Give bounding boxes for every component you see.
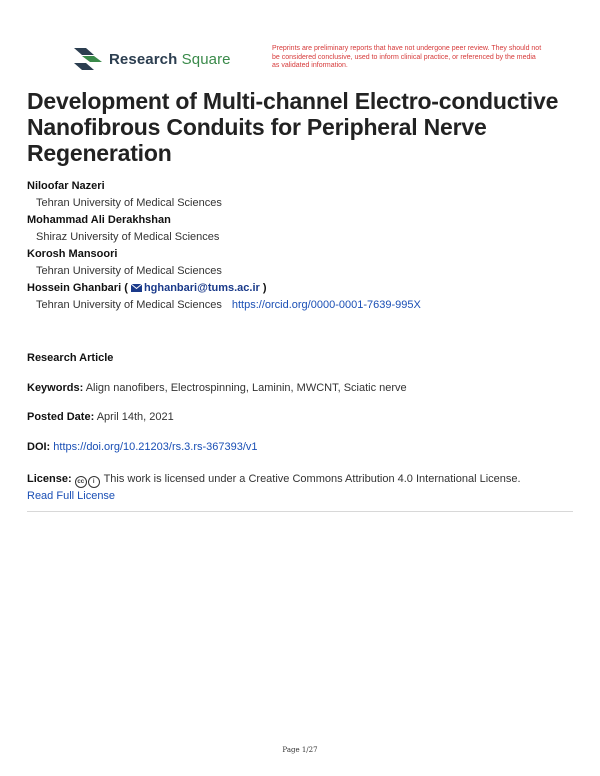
- brand-name-part2: Square: [181, 50, 231, 68]
- author-list: [27, 178, 577, 314]
- author-name: Korosh Mansoori: [27, 248, 118, 260]
- paper-title: Development of Multi-channel Electro-conductive Nanofibrous Conduits for Peripheral Nerve Regeneration: [27, 88, 559, 166]
- author-email-link[interactable]: [131, 282, 260, 294]
- paren-close: ): [262, 282, 267, 294]
- research-square-logo[interactable]: [74, 48, 231, 70]
- posted-date-value: April 14th, 2021: [96, 411, 174, 423]
- author-name: Hossein Ghanbari: [27, 282, 122, 294]
- posted-date-line: [27, 411, 577, 423]
- author-name: Niloofar Nazeri: [27, 180, 105, 192]
- author-name: Mohammad Ali Derakhshan: [27, 214, 171, 226]
- read-full-license-link[interactable]: Read Full License: [27, 490, 116, 502]
- doi-line: [27, 441, 577, 453]
- author-affiliation: Tehran University of Medical Sciences: [36, 197, 222, 209]
- author-entry: [27, 280, 577, 312]
- mail-icon: [131, 284, 142, 292]
- research-square-logo-icon: [74, 48, 102, 70]
- doi-link[interactable]: https://doi.org/10.21203/rs.3.rs-367393/v1: [53, 441, 258, 453]
- orcid-link[interactable]: https://orcid.org/0000-0001-7639-995X: [231, 299, 421, 311]
- paren-open: (: [124, 282, 128, 294]
- license-block: [27, 471, 577, 504]
- by-attribution-icon: i: [88, 476, 100, 488]
- license-label: License:: [27, 473, 72, 485]
- keywords-label: Keywords:: [27, 382, 84, 394]
- cc-icon: cc: [75, 476, 87, 488]
- author-email: hghanbari@tums.ac.ir: [143, 282, 260, 294]
- preprint-disclaimer: Preprints are preliminary reports that have not undergone peer review. They should not be considered conclusive, used to inform clinical practice, or referenced by the media as validated information.: [272, 45, 542, 69]
- author-entry: [27, 246, 577, 278]
- corresponding-author-line: [27, 280, 577, 296]
- keywords-line: [27, 382, 577, 394]
- author-entry: [27, 178, 577, 210]
- article-type: [27, 352, 577, 364]
- doi-label: DOI:: [27, 441, 51, 453]
- author-affiliation: Tehran University of Medical Sciences: [36, 299, 222, 311]
- author-affiliation-line: [27, 296, 577, 312]
- section-divider: [27, 511, 573, 512]
- posted-date-label: Posted Date:: [27, 411, 95, 423]
- license-text: This work is licensed under a Creative Commons Attribution 4.0 International License.: [103, 473, 521, 485]
- brand-name: [109, 51, 231, 68]
- keywords-value: Align nanofibers, Electrospinning, Laminin, MWCNT, Sciatic nerve: [85, 382, 407, 394]
- page-number: Page 1/27: [282, 746, 318, 754]
- author-affiliation: Shiraz University of Medical Sciences: [36, 231, 220, 243]
- author-entry: [27, 212, 577, 244]
- author-affiliation: Tehran University of Medical Sciences: [36, 265, 222, 277]
- brand-name-part1: Research: [109, 50, 178, 68]
- article-type-label: Research Article: [27, 352, 114, 364]
